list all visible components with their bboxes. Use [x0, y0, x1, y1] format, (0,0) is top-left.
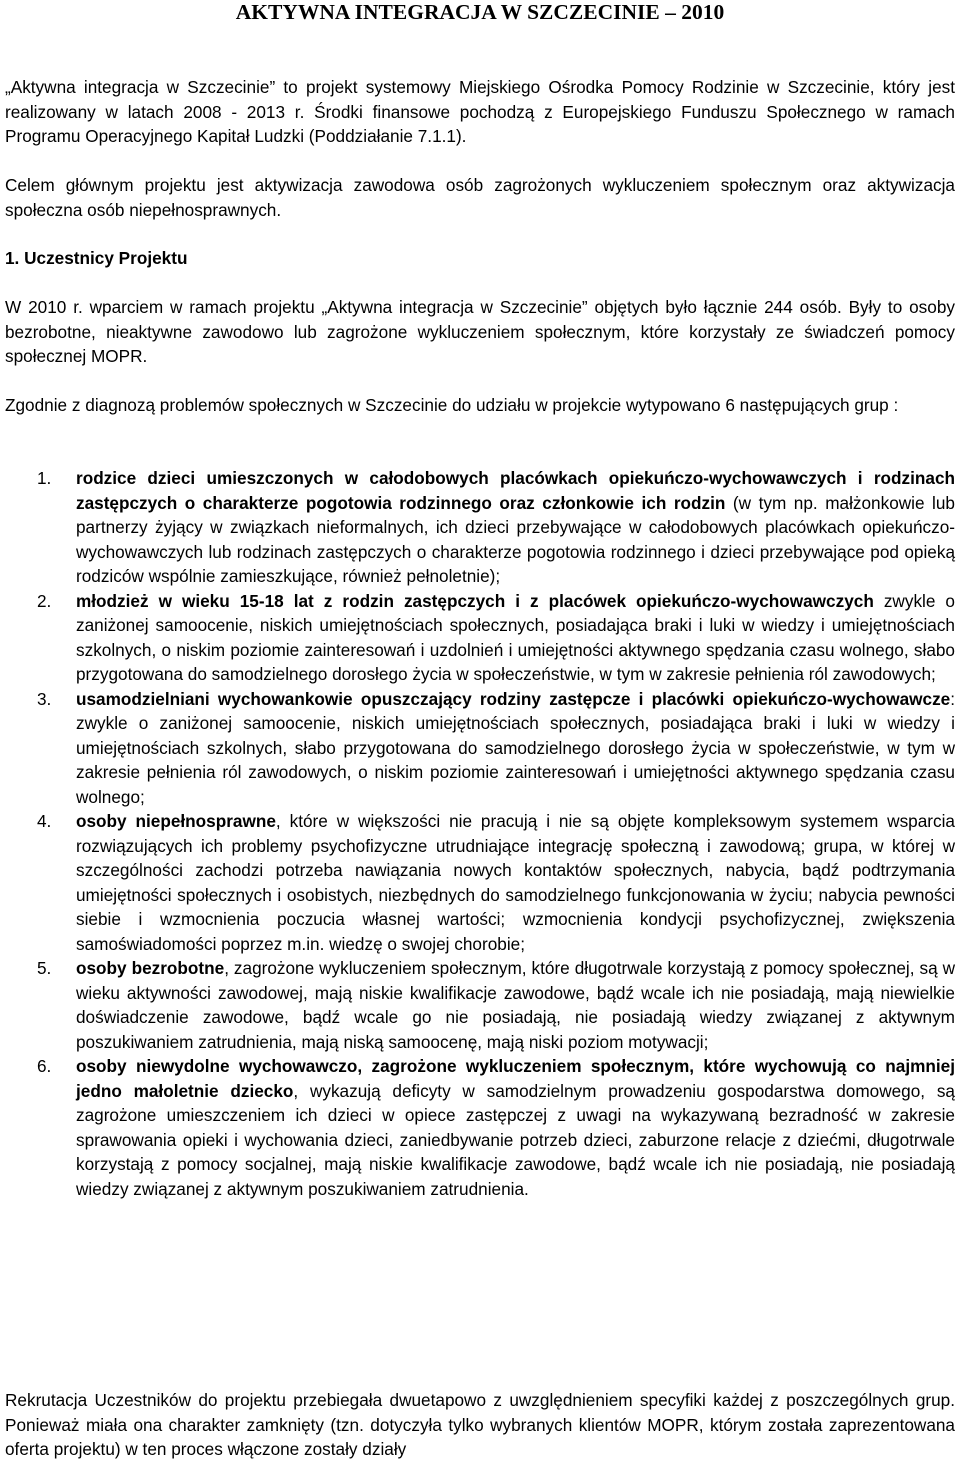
goal-paragraph: Celem głównym projektu jest aktywizacja zawodowa osób zagrożonych wykluczeniem społecznym oraz aktywizacja społeczna osób niepełnosprawnych.: [5, 175, 955, 220]
list-item-text: (w tym np. małżonkowie lub partnerzy żyjący w związkach nieformalnych, ich dzieci przebywające w całodobowych placówkach opiekuńczo-wychowawczych lub rodzinach zastępczych o charakterze pogotowia rodzinnego i dzieci przebywające pod opieką rodziców wspólnie zamieszkujące, również pełnoletnie);: [76, 492, 955, 586]
list-item-bold: młodzież w wieku 15-18 lat z rodzin zastępczych i z placówek opiekuńczo-wychowawczych: [76, 590, 874, 611]
list-item-number: 4.: [37, 811, 52, 831]
list-item-text: , wykazują deficyty w samodzielnym prowadzeniu gospodarstwa domowego, są zagrożone umieszczeniem ich dzieci w opiece zastępczej z uwagi na wykazywaną bezradność w zakresie sprawowania opieki i wychowania dzieci, zaniedbywanie potrzeb dzieci, zaburzone relacje z dziećmi, długotrwale korzystają z pomocy socjalnej, mają niskie kwalifikacje zawodowe, bądź wcale ich nie posiadają, nie posiadają wiedzy związanej z aktywnym poszukiwaniem zatrudnienia.: [76, 1080, 955, 1199]
list-item-bold: rodzice dzieci umieszczonych w całodobowych placówkach opiekuńczo-wychowawczych i rodzinach zastępczych o charakterze pogotowia rodzinnego oraz członkowie ich rodzin: [76, 468, 955, 513]
list-item: [5, 956, 955, 1054]
list-item-text: : zwykle o zaniżonej samoocenie, niskich umiejętnościach społecznych, posiadająca braki i luki w wiedzy i umiejętnościach szkolnych, słabo przygotowana do samodzielnego dorosłego życia w społeczeństwie, w tym w zakresie pełnienia ról zawodowych, o niskim poziomie zainteresowań i umiejętności aktywnego spędzania czasu wolnego;: [76, 688, 955, 807]
list-item-number: 6.: [37, 1056, 52, 1076]
intro-paragraph: „Aktywna integracja w Szczecinie” to projekt systemowy Miejskiego Ośrodka Pomocy Rodzinie w Szczecinie, który jest realizowany w latach 2008 - 2013 r. Środki finansowe pochodzą z Europejskiego Funduszu Społecznego w ramach Programu Operacyjnego Kapitał Ludzki (Poddziałanie 7.1.1).: [5, 77, 955, 146]
participants-paragraph: W 2010 r. wparciem w ramach projektu „Aktywna integracja w Szczecinie” objętych było łącznie 244 osób. Były to osoby bezrobotne, nieaktywne zawodowo lub zagrożone wykluczeniem społecznym, które korzystały ze świadczeń pomocy społecznej MOPR.: [5, 297, 955, 366]
list-item-number: 5.: [37, 958, 52, 978]
list-item-bold: usamodzielniani wychowankowie opuszczający rodziny zastępcze i placówki opiekuńczo-wychowawcze: [76, 688, 951, 709]
list-item: [5, 589, 955, 687]
list-item-bold: osoby niewydolne wychowawczo, zagrożone wykluczeniem społecznym, które wychowują co najmniej jedno małoletnie dziecko: [76, 1056, 955, 1101]
recruitment-paragraph: Rekrutacja Uczestników do projektu przebiegała dwuetapowo z uwzględnieniem specyfiki każdej z poszczególnych grup. Ponieważ miała ona charakter zamknięty (tzn. dotyczyła tylko wybranych klientów MOPR, którym została zaprezentowana oferta projektu) w ten proces włączone zostały działy: [5, 1390, 955, 1459]
list-item-number: 3.: [37, 688, 52, 709]
diagnosis-paragraph: Zgodnie z diagnozą problemów społecznych w Szczecinie do udziału w projekcie wytypowano 6 następujących grup :: [5, 395, 899, 415]
list-item-bold: osoby bezrobotne: [76, 958, 225, 978]
list-item-text: zwykle o zaniżonej samoocenie, niskich umiejętnościach społecznych, posiadająca braki i luki w wiedzy i umiejętnościach szkolnych, o niskim poziomie zainteresowań i uzdolnień i umiejętności aktywnego spędzania czasu wolnego, słabo przygotowana do samodzielnego dorosłego życia w społeczeństwie, w tym w zakresie pełnienia ról zawodowych;: [76, 590, 955, 684]
list-item-text: , zagrożone wykluczeniem społecznym, które długotrwale korzystają z pomocy społecznej, są w wieku aktywności zawodowej, mają niskie kwalifikacje zawodowe, bądź wcale ich nie posiadają, mają niewielkie doświadczenie zawodowe, bądź wcale go nie posiadają, nie posiadają wiedzy związanej z aktywnym poszukiwaniem zatrudnienia, mają niską samoocenę, mają niski poziom motywacji;: [76, 958, 955, 1052]
list-item-bold: osoby niepełnosprawne: [76, 811, 276, 831]
list-item: [5, 466, 955, 589]
groups-list: [5, 466, 955, 1201]
list-item-number: 1.: [37, 468, 52, 488]
list-item-number: 2.: [37, 590, 52, 611]
list-item-text: , które w większości nie pracują i nie są objęte kompleksowym systemem wsparcia rozwiązujących ich problemy psychofizyczne utrudniające integrację społeczną i zawodową; grupa, w której w szczególności zachodzi potrzeba nawiązania nowych kontaktów społecznych, nabycia, bądź podtrzymania umiejętności społecznych i osobistych, niezbędnych do samodzielnego funkcjonowania w życiu; nabycia pewności siebie i wzmocnienia poczucia własnej wartości; wzmocnienia kondycji psychofizycznej, zwiększenia samoświadomości poprzez m.in. wiedzę o swojej chorobie;: [76, 811, 955, 954]
list-item: [5, 809, 955, 956]
list-item: [5, 1054, 955, 1201]
section-heading-participants: 1. Uczestnicy Projektu: [5, 248, 188, 268]
document-title: AKTYWNA INTEGRACJA W SZCZECINIE – 2010: [235, 0, 725, 24]
list-item: [5, 687, 955, 810]
